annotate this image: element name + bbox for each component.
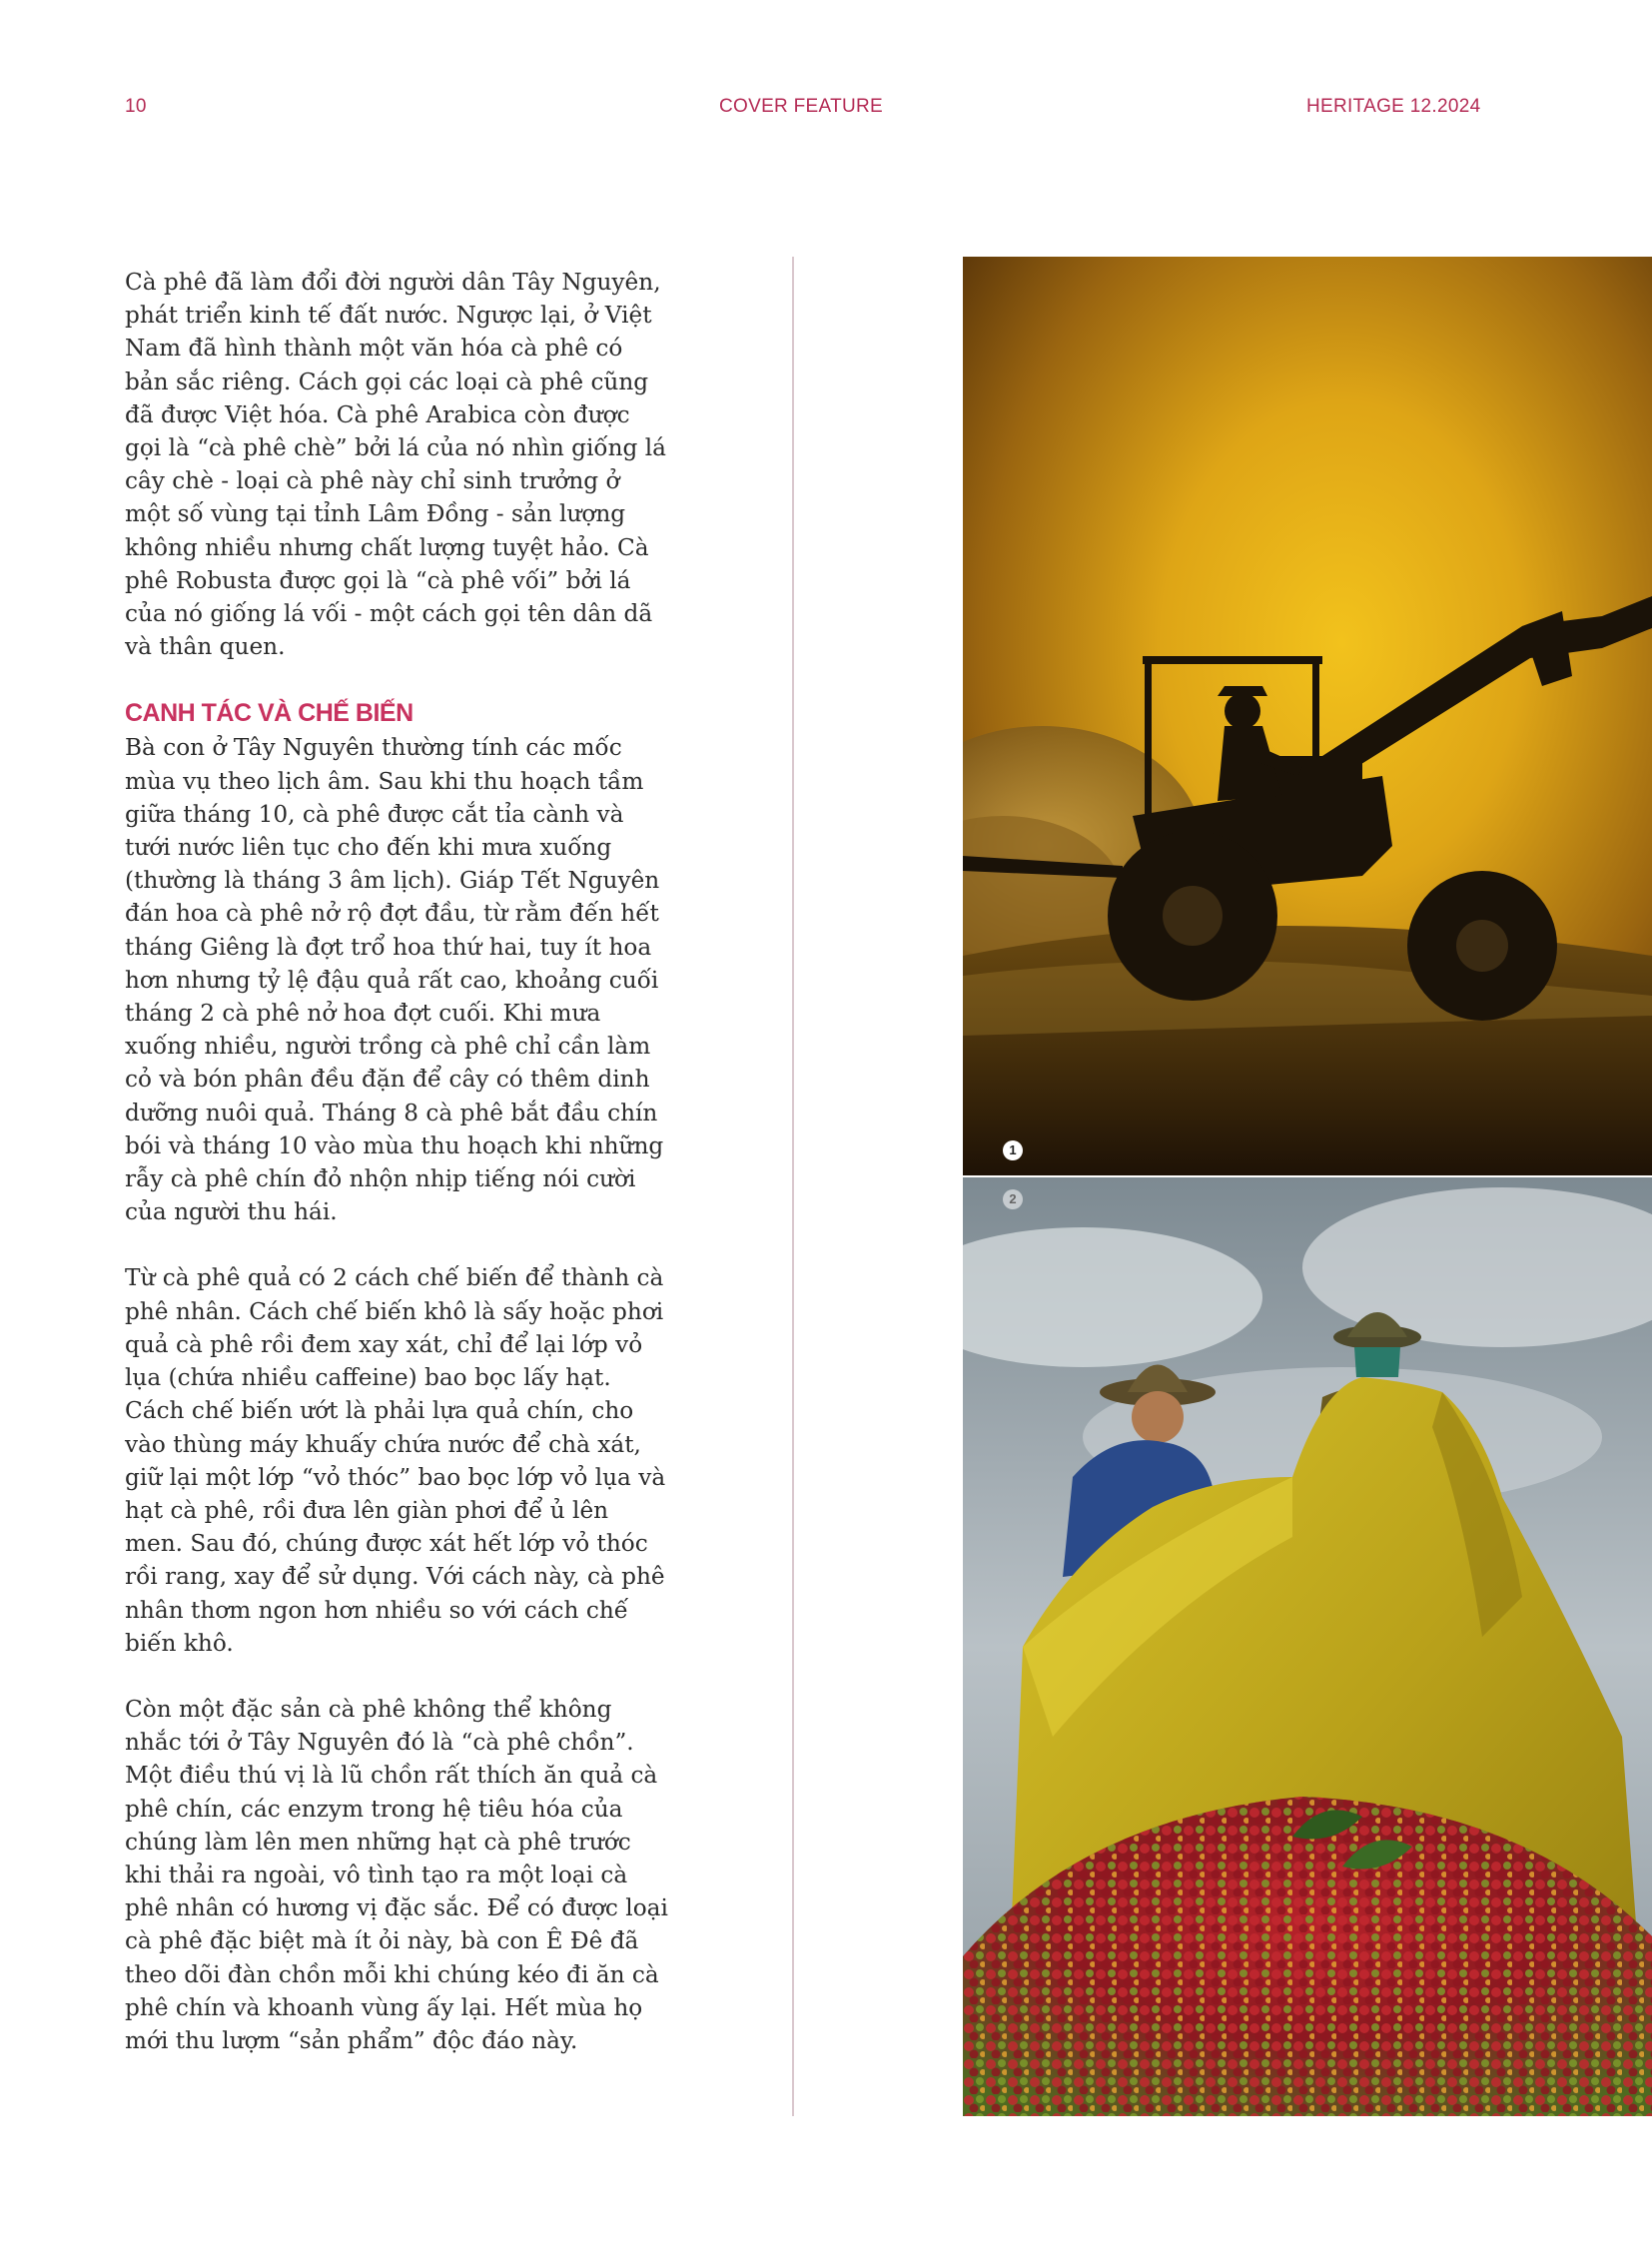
body-paragraph-1: Bà con ở Tây Nguyên thường tính các mốc mùa vụ theo lịch âm. Sau khi thu hoạch tầm giữa tháng 10, cà phê được cắt tỉa cành và tưới nước liên tục cho đến khi mưa xuống (thường là tháng 3 âm lịch). Giáp Tết Nguyên đán hoa cà phê nở rộ đợt đầu, từ rằm đến hết tháng Giêng là đợt trổ hoa thứ hai, tuy ít hoa hơn nhưng tỷ lệ đậu quả rất cao, khoảng cuối tháng 2 cà phê nở hoa đợt cuối. Khi mưa xuống nhiều, người trồng cà phê chỉ cần làm cỏ và bón phân đều đặn để cây có thêm dinh dưỡng nuôi quả. Tháng 8 cà phê bắt đầu chín bói và tháng 10 vào mùa thu hoạch khi những rẫy cà phê chín đỏ nhộn nhịp tiếng nói cười của người thu hái. <box>125 734 664 1226</box>
coffee-harvest-photo <box>963 1177 1652 2116</box>
section-label: COVER FEATURE <box>719 96 884 117</box>
issue-label: HERITAGE 12.2024 <box>1306 96 1481 117</box>
page-number: 10 <box>125 96 147 117</box>
tractor-silhouette-photo <box>963 257 1652 1175</box>
section-heading: CANH TÁC VÀ CHẾ BIẾN <box>125 699 413 728</box>
body-paragraph-3: Còn một đặc sản cà phê không thể không nhắc tới ở Tây Nguyên đó là “cà phê chồn”. Một điều thú vị là lũ chồn rất thích ăn quả cà phê chín, các enzym trong hệ tiêu hóa của chúng làm lên men những hạt cà phê trước khi thải ra ngoài, vô tình tạo ra một loại cà phê nhân có hương vị đặc sắc. Để có được loại cà phê đặc biệt mà ít ỏi này, bà con Ê Đê đã theo dõi đàn chồn mỗi khi chúng kéo đi ăn cà phê chín và khoanh vùng ấy lại. Hết mùa họ mới thu lượm “sản phẩm” độc đáo này. <box>125 1695 668 2054</box>
article-text-column <box>125 266 669 2057</box>
page-header <box>0 96 1652 126</box>
photo-number-badge-2: 2 <box>1003 1189 1023 1209</box>
intro-paragraph: Cà phê đã làm đổi đời người dân Tây Nguyên, phát triển kinh tế đất nước. Ngược lại, ở Việt Nam đã hình thành một văn hóa cà phê có bản sắc riêng. Cách gọi các loại cà phê cũng đã được Việt hóa. Cà phê Arabica còn được gọi là “cà phê chè” bởi lá của nó nhìn giống lá cây chè - loại cà phê này chỉ sinh trưởng ở một số vùng tại tỉnh Lâm Đồng - sản lượng không nhiều nhưng chất lượng tuyệt hảo. Cà phê Robusta được gọi là “cà phê vối” bởi lá của nó giống lá vối - một cách gọi tên dân dã và thân quen. <box>125 269 666 661</box>
photo-number-badge-1: 1 <box>1003 1140 1023 1160</box>
body-paragraph-2: Từ cà phê quả có 2 cách chế biến để thành cà phê nhân. Cách chế biến khô là sấy hoặc phơi quả cà phê rồi đem xay xát, chỉ để lại lớp vỏ lụa (chứa nhiều caffeine) bao bọc lấy hạt. Cách chế biến ướt là phải lựa quả chín, cho vào thùng máy khuấy chứa nước để chà xát, giữ lại một lớp “vỏ thóc” bao bọc lớp vỏ lụa và hạt cà phê, rồi đưa lên giàn phơi để ủ lên men. Sau đó, chúng được xát hết lớp vỏ thóc rồi rang, xay để sử dụng. Với cách này, cà phê nhân thơm ngon hơn nhiều so với cách chế biến khô. <box>125 1264 666 1657</box>
column-divider <box>792 257 794 2116</box>
